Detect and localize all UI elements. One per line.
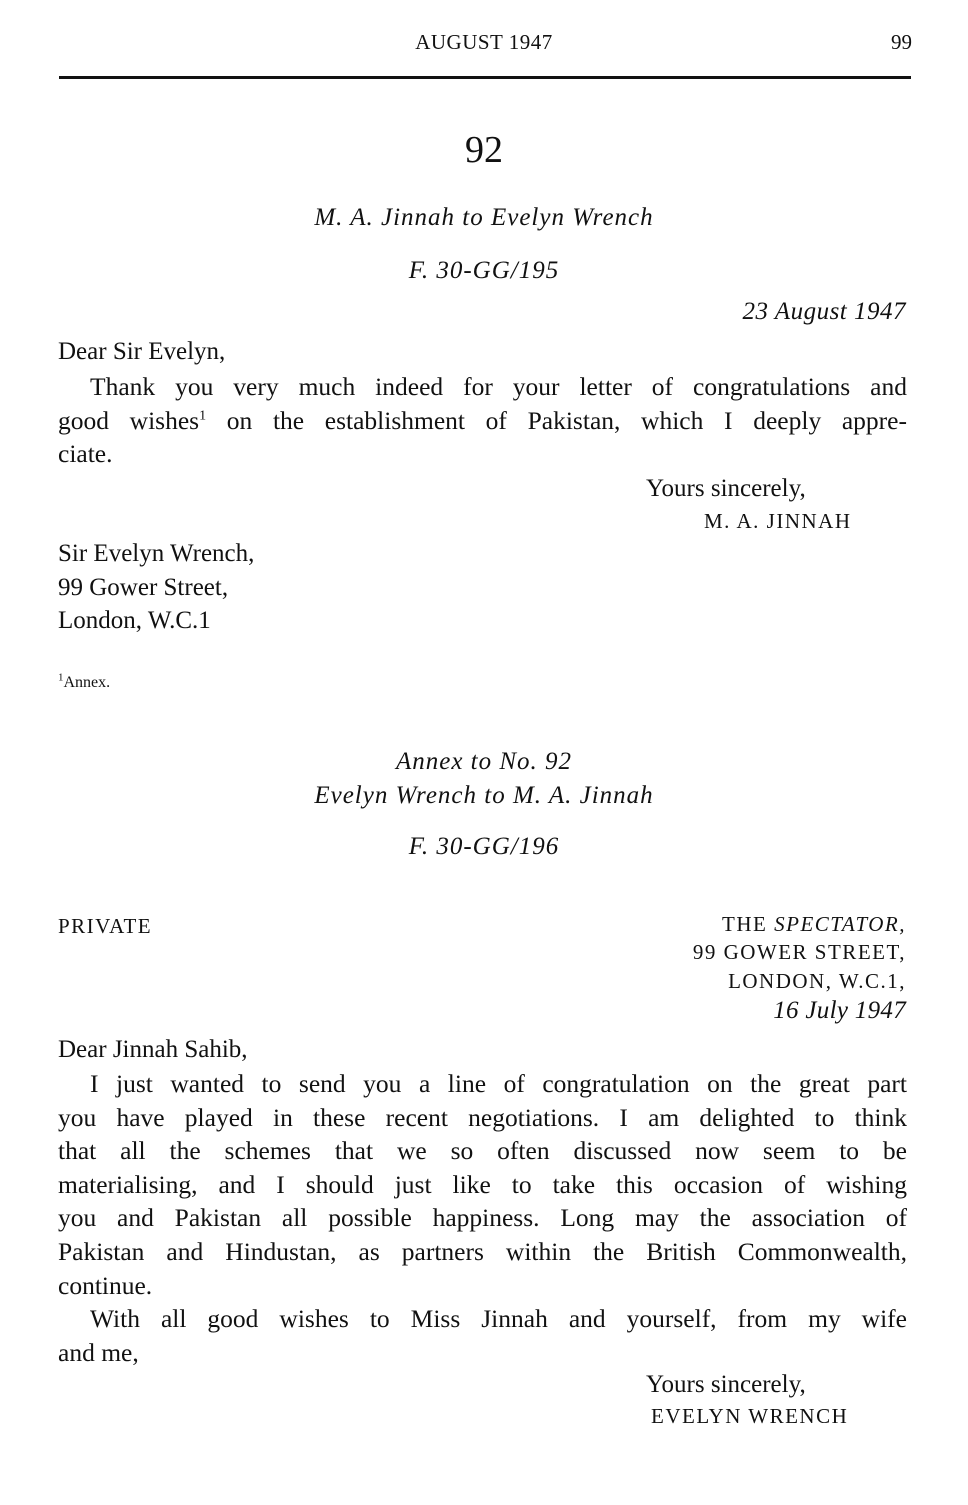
page-number: 99 [891,30,912,54]
annex-file-reference: F. 30-GG/196 [408,833,560,860]
closing: Yours sincerely, [646,475,806,502]
body-line: good wishes$^1$ on the establishment of Pakistan, which I deeply appre- [58,405,907,435]
footnote-number: 1 [58,671,64,684]
addressee-line: Sir Evelyn Wrench, [58,540,255,567]
letter-date: 23 August 1947 [742,298,906,325]
body-line: ciate. [58,439,113,469]
body-line: materialising, and I should just like to take this occasion of wishing [58,1169,907,1199]
letter-body [58,370,907,471]
annex-heading: Annex to No. 92 [395,748,573,775]
footnote [58,671,111,692]
annex-subheading: Evelyn Wrench to M. A. Jinnah [314,782,654,809]
signature: M. A. JINNAH [704,509,852,533]
footnote-text: Annex. [63,674,111,691]
running-title: AUGUST 1947 [415,30,553,54]
annex-closing: Yours sincerely, [646,1371,806,1398]
body-line: Pakistan and Hindustan, as partners within the British Commonwealth, [58,1236,907,1266]
body-line: you and Pakistan all possible happiness. Long may the association of [58,1203,907,1233]
file-reference: F. 30-GG/195 [408,257,560,284]
header-rule [59,76,911,79]
body-line: With all good wishes to Miss Jinnah and yourself, from my wife [90,1304,907,1334]
annex-date: 16 July 1947 [773,997,906,1024]
letter-heading: M. A. Jinnah to Evelyn Wrench [314,204,654,231]
annex-body [58,1067,907,1369]
sender-address-line: LONDON, W.C.1, [728,969,906,993]
document-number: 92 [465,129,503,171]
body-line: and me, [58,1337,139,1367]
annex-salutation: Dear Jinnah Sahib, [58,1036,248,1063]
footnote-marker: 1 [199,408,207,424]
body-line: you have played in these recent negotiations. I am delighted to think [58,1102,907,1132]
body-line: I just wanted to send you a line of congratulation on the great part [90,1069,907,1098]
addressee-line: London, W.C.1 [58,607,211,635]
addressee-block [58,537,254,638]
body-line: Thank you very much indeed for your letter of congratulations and [90,372,907,401]
addressee-line: 99 Gower Street, [58,573,229,601]
sender-address-line: 99 GOWER STREET, [692,940,906,964]
body-line: continue. [58,1270,153,1300]
annex-signature: EVELYN WRENCH [651,1404,849,1428]
salutation: Dear Sir Evelyn, [58,338,226,365]
body-line: that all the schemes that we so often discussed now seem to be [58,1136,907,1166]
classification: PRIVATE [58,914,153,938]
sender-address-line: THE SPECTATOR, [722,912,906,936]
